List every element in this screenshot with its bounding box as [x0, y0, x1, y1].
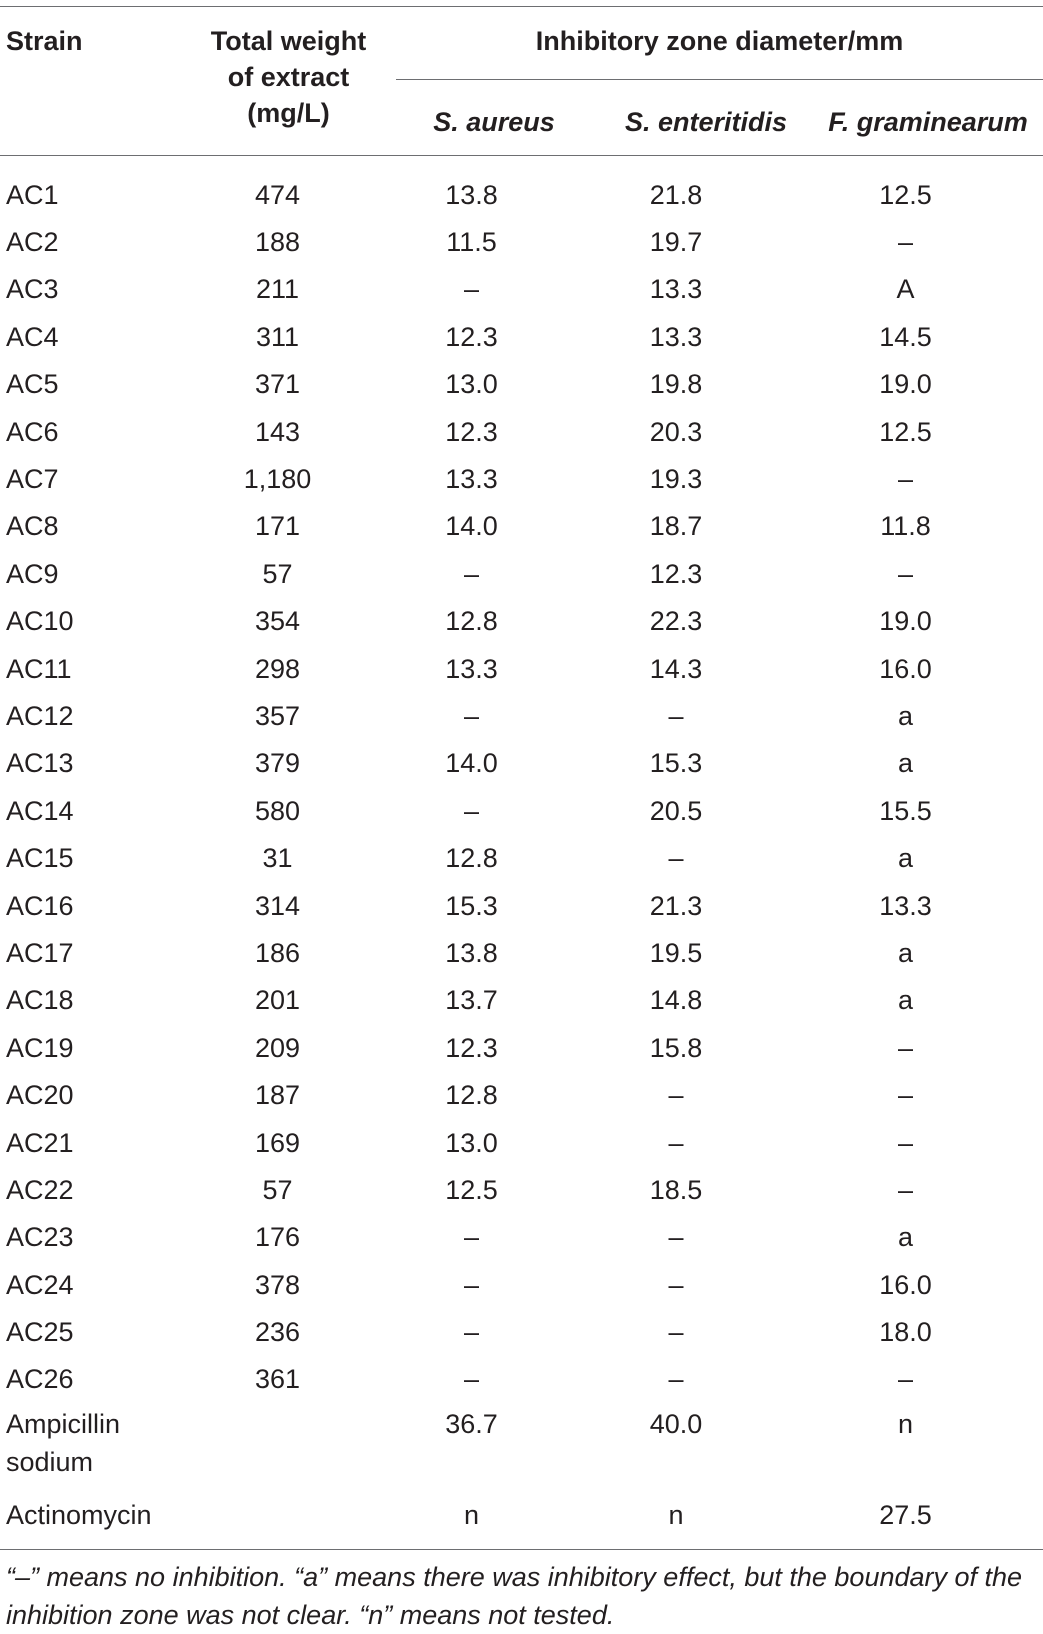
f-graminearum-cell: 14.5: [879, 321, 932, 352]
f-graminearum-cell: –: [897, 1127, 914, 1158]
top-rule: [0, 6, 1043, 7]
s-aureus-cell: 13.0: [445, 369, 498, 400]
weight-cell: 31: [262, 843, 293, 874]
table-row: [0, 598, 1043, 645]
f-graminearum-cell: 12.5: [879, 416, 932, 447]
s-enteritidis-cell: –: [668, 1080, 684, 1111]
table-row: [0, 408, 1043, 455]
s-enteritidis-cell: –: [668, 1364, 684, 1395]
table-row: [0, 787, 1043, 834]
header-rule: [0, 155, 1043, 156]
table-row: [0, 455, 1043, 502]
f-graminearum-cell: 15.5: [879, 795, 932, 826]
s-aureus-cell: –: [463, 795, 480, 826]
s-enteritidis-cell: 14.3: [649, 653, 703, 684]
table-row: [0, 929, 1043, 976]
table-row: [0, 1214, 1043, 1261]
weight-cell: 169: [254, 1127, 301, 1158]
s-aureus-cell: –: [463, 1269, 480, 1300]
f-graminearum-cell: –: [897, 227, 914, 258]
table-row: [0, 503, 1043, 550]
s-enteritidis-cell: 15.3: [649, 748, 703, 779]
strain-cell: AC19: [6, 1032, 74, 1063]
s-aureus-cell: 12.3: [445, 321, 498, 352]
strain-cell: AC4: [6, 321, 59, 352]
s-aureus-cell: 12.8: [445, 606, 498, 637]
strain-cell: AC22: [6, 1174, 74, 1205]
weight-cell: 201: [254, 985, 301, 1016]
strain-cell: AC10: [6, 606, 74, 637]
s-aureus-cell: 13.3: [445, 653, 498, 684]
s-enteritidis-cell: 13.3: [649, 274, 703, 305]
s-enteritidis-cell: n: [668, 1499, 684, 1530]
weight-cell: 187: [254, 1080, 301, 1111]
strain-cell: AC16: [6, 890, 74, 921]
subheader-rule: [396, 79, 1043, 80]
weight-cell: 209: [254, 1032, 301, 1063]
strain-cell: AC12: [6, 700, 74, 731]
weight-cell: 361: [254, 1364, 301, 1395]
s-aureus-cell: 13.3: [445, 464, 498, 495]
s-enteritidis-cell: 21.8: [649, 179, 703, 210]
s-aureus-cell: –: [463, 1317, 480, 1348]
f-graminearum-cell: 16.0: [879, 653, 932, 684]
f-graminearum-cell: a: [897, 937, 914, 968]
weight-cell: 186: [254, 937, 301, 968]
f-graminearum-cell: 18.0: [879, 1317, 932, 1348]
f-graminearum-cell: –: [897, 1080, 914, 1111]
table-row: [0, 1491, 1043, 1538]
table-row: [0, 1261, 1043, 1308]
strain-cell: AC7: [6, 464, 59, 495]
weight-cell: 357: [254, 700, 301, 731]
f-graminearum-cell: a: [897, 1222, 914, 1253]
weight-cell: 188: [254, 227, 301, 258]
s-aureus-cell: –: [463, 700, 480, 731]
s-enteritidis-cell: 19.8: [649, 369, 703, 400]
strain-cell: AC15: [6, 843, 74, 874]
s-enteritidis-cell: 18.7: [649, 511, 703, 542]
f-graminearum-cell: 19.0: [879, 369, 932, 400]
s-aureus-cell: 13.8: [445, 937, 498, 968]
f-graminearum-cell: a: [897, 843, 914, 874]
s-aureus-cell: 11.5: [446, 227, 497, 258]
f-graminearum-cell: 12.5: [879, 179, 932, 210]
weight-cell: 57: [262, 1174, 293, 1205]
strain-cell: AC14: [6, 795, 74, 826]
s-aureus-cell: 15.3: [445, 890, 498, 921]
s-aureus-cell: 13.0: [445, 1127, 498, 1158]
strain-cell: AC23: [6, 1222, 74, 1253]
s-enteritidis-cell: –: [668, 843, 684, 874]
table-row: [0, 550, 1043, 597]
f-graminearum-cell: n: [897, 1409, 914, 1440]
table-row: [0, 882, 1043, 929]
weight-cell: 1,180: [243, 464, 312, 495]
s-enteritidis-cell: 20.5: [649, 795, 703, 826]
s-aureus-cell: 12.5: [445, 1174, 498, 1205]
table-row: [0, 1308, 1043, 1355]
s-enteritidis-cell: 15.8: [649, 1032, 703, 1063]
footnote: “–” means no inhibition. “a” means there was inhibitory effect, but the boundary of the inhibition zone was not clear. “n” means not tested.: [6, 1562, 1023, 1630]
s-enteritidis-cell: 40.0: [649, 1409, 703, 1440]
table-row: [0, 645, 1043, 692]
f-graminearum-cell: –: [897, 464, 914, 495]
s-enteritidis-cell: –: [668, 700, 684, 731]
weight-cell: 474: [254, 179, 301, 210]
strain-cell: AC3: [6, 274, 59, 305]
s-aureus-cell: 12.8: [445, 843, 498, 874]
table-row: [0, 1403, 1043, 1491]
strain-cell: AC26: [6, 1364, 74, 1395]
f-graminearum-cell: A: [896, 274, 915, 305]
header-total-weight: Total weight of extract (mg/L): [210, 26, 367, 128]
s-enteritidis-cell: 22.3: [649, 606, 703, 637]
strain-cell: AC21: [6, 1127, 74, 1158]
f-graminearum-cell: a: [897, 700, 914, 731]
table-row: [0, 1071, 1043, 1118]
s-enteritidis-cell: –: [668, 1127, 684, 1158]
strain-cell: AC20: [6, 1080, 74, 1111]
table-row: [0, 313, 1043, 360]
s-enteritidis-cell: 20.3: [649, 416, 703, 447]
weight-cell: 176: [254, 1222, 301, 1253]
s-aureus-cell: 12.8: [445, 1080, 498, 1111]
strain-cell: AC8: [6, 511, 59, 542]
table-row: [0, 1024, 1043, 1071]
f-graminearum-cell: 11.8: [880, 511, 931, 542]
s-enteritidis-cell: 13.3: [649, 321, 703, 352]
strain-cell: AC9: [6, 558, 59, 589]
weight-cell: 580: [254, 795, 301, 826]
table-row: [0, 834, 1043, 881]
f-graminearum-cell: 16.0: [879, 1269, 932, 1300]
s-aureus-cell: n: [463, 1499, 480, 1530]
s-enteritidis-cell: 19.7: [649, 227, 703, 258]
s-enteritidis-cell: 21.3: [649, 890, 703, 921]
strain-cell: AC11: [6, 653, 72, 684]
header-species-s-aureus: S. aureus: [433, 107, 555, 137]
weight-cell: 314: [254, 890, 301, 921]
strain-cell: AC5: [6, 369, 59, 400]
table-row: [0, 218, 1043, 265]
s-enteritidis-cell: –: [668, 1222, 684, 1253]
data-table: [0, 171, 1043, 1539]
weight-cell: [196, 1491, 359, 1538]
s-enteritidis-cell: 19.3: [649, 464, 703, 495]
header-species-s-enteritidis: S. enteritidis: [624, 107, 788, 137]
s-aureus-cell: –: [463, 274, 480, 305]
strain-cell: AC24: [6, 1269, 74, 1300]
s-enteritidis-cell: 18.5: [649, 1174, 703, 1205]
weight-cell: 371: [254, 369, 301, 400]
table-row: [0, 977, 1043, 1024]
table-row: [0, 1166, 1043, 1213]
f-graminearum-cell: –: [897, 1364, 914, 1395]
f-graminearum-cell: 13.3: [879, 890, 932, 921]
strain-cell: AC18: [6, 985, 74, 1016]
table-row: [0, 266, 1043, 313]
f-graminearum-cell: 19.0: [879, 606, 932, 637]
f-graminearum-cell: –: [897, 1032, 914, 1063]
s-enteritidis-cell: –: [668, 1269, 684, 1300]
f-graminearum-cell: –: [897, 1174, 914, 1205]
s-aureus-cell: 12.3: [445, 416, 498, 447]
strain-cell: AC1: [6, 179, 59, 210]
weight-cell: 57: [262, 558, 293, 589]
s-enteritidis-cell: 14.8: [649, 985, 703, 1016]
s-aureus-cell: 36.7: [445, 1409, 498, 1440]
header-strain: Strain: [6, 26, 83, 56]
weight-cell: 354: [254, 606, 301, 637]
strain-cell: AC6: [6, 416, 59, 447]
f-graminearum-cell: a: [897, 985, 914, 1016]
table-row: [0, 692, 1043, 739]
weight-cell: 171: [254, 511, 301, 542]
weight-cell: 311: [255, 321, 300, 352]
strain-cell: Ampicillin sodium: [6, 1409, 121, 1478]
header-species-f-graminearum: F. graminearum: [828, 107, 1028, 137]
weight-cell: 211: [255, 274, 300, 305]
table-row: [0, 1356, 1043, 1403]
table-row: [0, 171, 1043, 218]
weight-cell: 236: [254, 1317, 301, 1348]
s-aureus-cell: –: [463, 558, 480, 589]
strain-cell: AC2: [6, 227, 59, 258]
strain-cell: AC25: [6, 1317, 74, 1348]
s-aureus-cell: 14.0: [445, 748, 498, 779]
f-graminearum-cell: –: [897, 558, 914, 589]
f-graminearum-cell: a: [897, 748, 914, 779]
header-inhibitory-zone: Inhibitory zone diameter/mm: [535, 26, 904, 56]
strain-cell: AC13: [6, 748, 74, 779]
weight-cell: 298: [254, 653, 301, 684]
s-aureus-cell: –: [463, 1364, 480, 1395]
weight-cell: 143: [254, 416, 301, 447]
s-aureus-cell: 14.0: [445, 511, 498, 542]
s-aureus-cell: 12.3: [445, 1032, 498, 1063]
weight-cell: 378: [254, 1269, 301, 1300]
s-enteritidis-cell: –: [668, 1317, 684, 1348]
table-row: [0, 740, 1043, 787]
strain-cell: Actinomycin: [6, 1499, 152, 1530]
data-table-body: [0, 171, 1043, 1539]
f-graminearum-cell: 27.5: [879, 1499, 932, 1530]
strain-cell: AC17: [6, 937, 74, 968]
s-enteritidis-cell: 19.5: [649, 937, 703, 968]
s-aureus-cell: 13.8: [445, 179, 498, 210]
weight-cell: 379: [254, 748, 301, 779]
table-row: [0, 1119, 1043, 1166]
s-aureus-cell: 13.7: [445, 985, 498, 1016]
weight-cell: [196, 1403, 359, 1491]
s-aureus-cell: –: [463, 1222, 480, 1253]
table-row: [0, 361, 1043, 408]
s-enteritidis-cell: 12.3: [649, 558, 703, 589]
bottom-rule: [0, 1549, 1043, 1550]
